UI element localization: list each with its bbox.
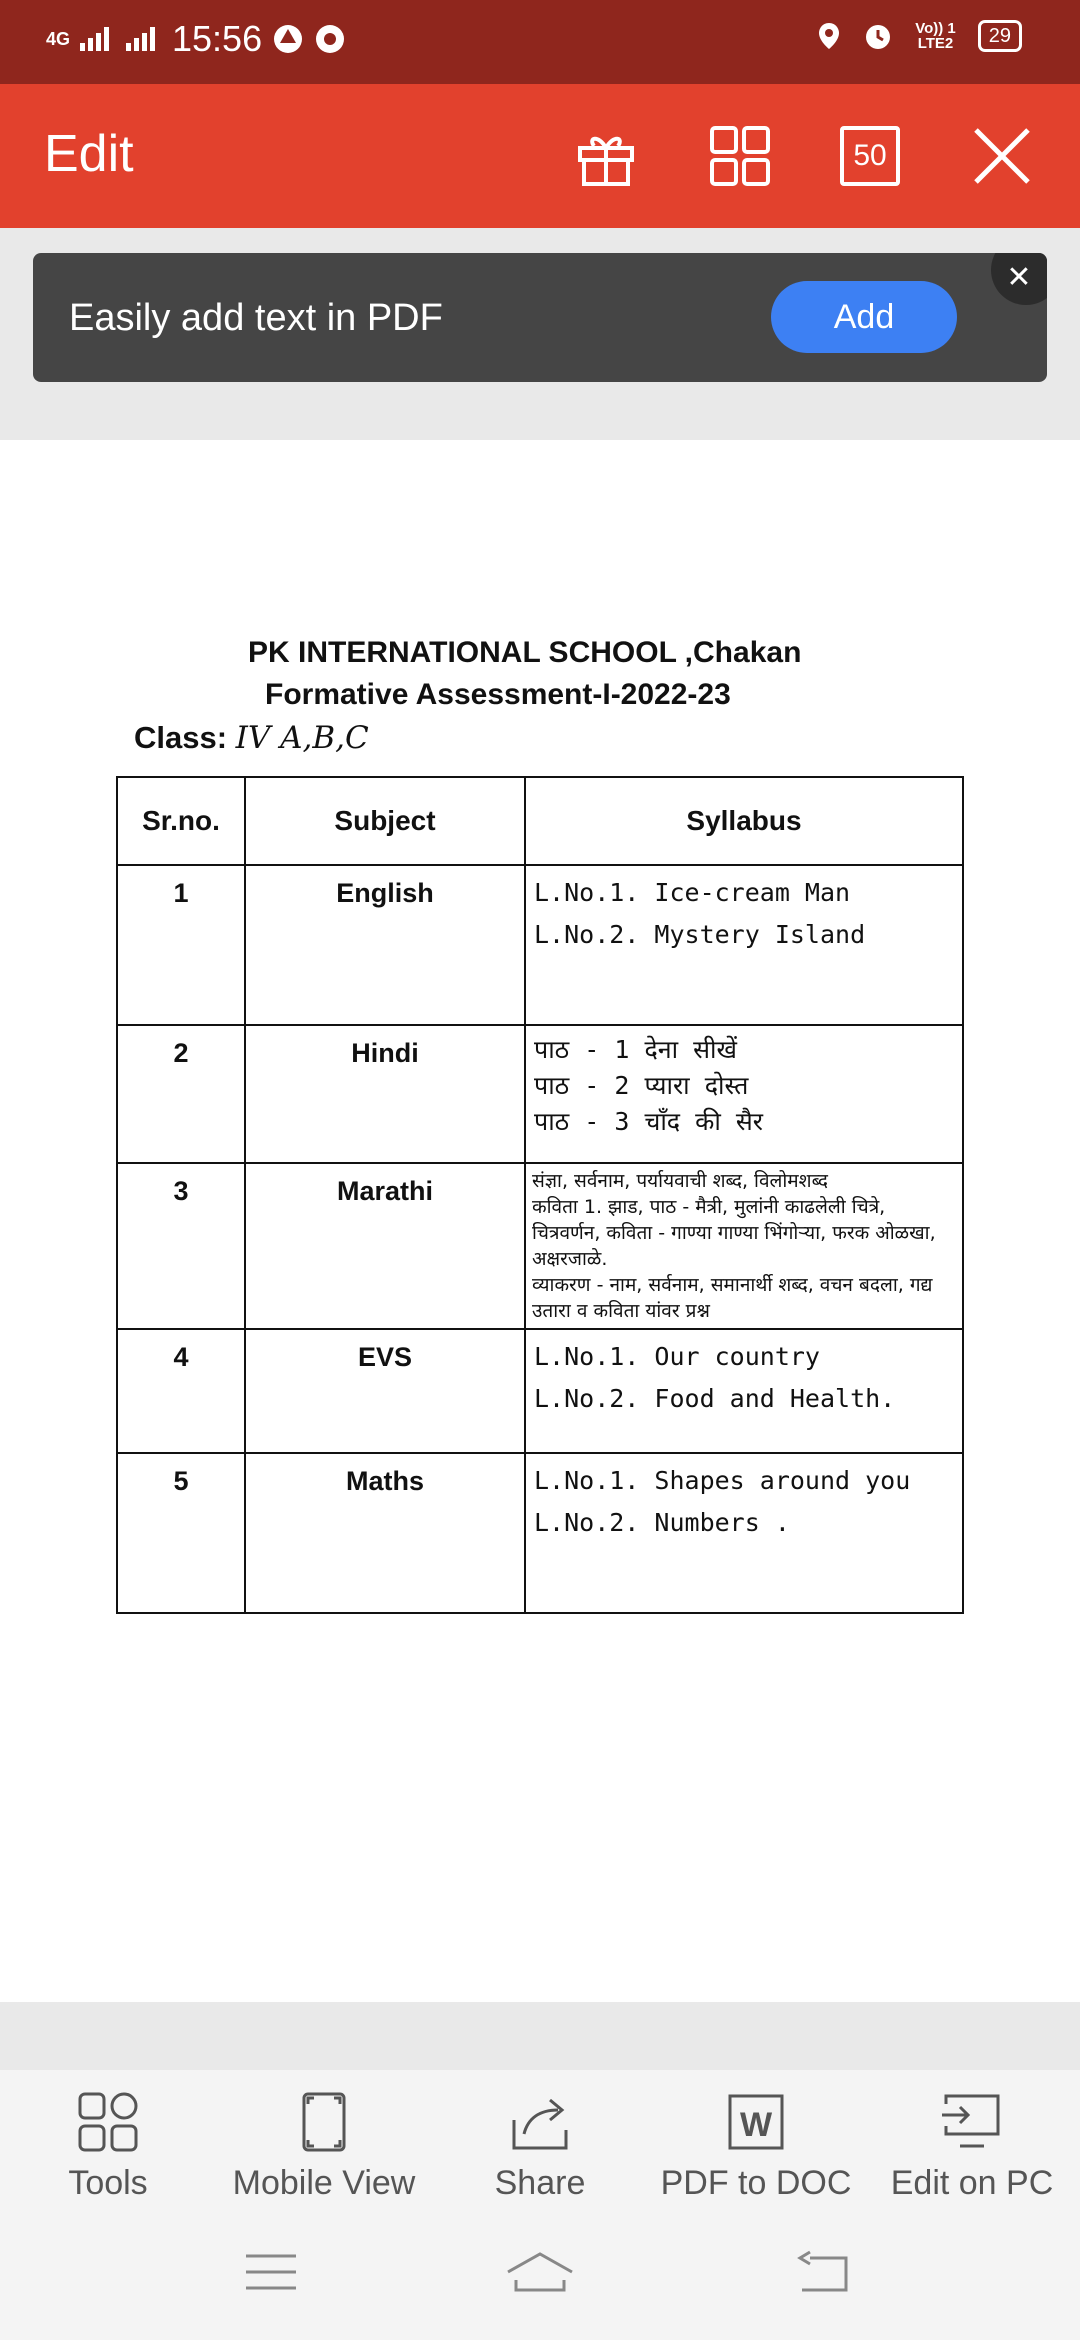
mobile-view-button[interactable] — [216, 2090, 432, 2203]
syllabus-line: L.No.2. Food and Health. — [534, 1384, 896, 1413]
syllabus-line: L.No.2. Mystery Island — [534, 920, 866, 949]
location-icon — [817, 21, 841, 51]
edit-on-pc-button[interactable] — [864, 2090, 1080, 2203]
banner-close-icon[interactable]: ✕ — [991, 253, 1047, 305]
row-syllabus — [525, 1453, 963, 1613]
tool-label: Edit on PC — [890, 2164, 1054, 2202]
app-notification-icon — [272, 23, 304, 55]
syllabus-line: पाठ - 3 चाँद की सैर — [534, 1107, 763, 1136]
page-count-icon[interactable]: 50 — [840, 126, 900, 186]
row-syllabus — [525, 865, 963, 1025]
class-value: IV A,B,C — [235, 720, 369, 756]
tools-grid-icon — [76, 2090, 140, 2154]
table-row — [117, 865, 963, 1025]
home-icon[interactable] — [504, 2250, 576, 2294]
app-bar — [0, 84, 1080, 228]
syllabus-line: L.No.1. Shapes around you — [534, 1466, 911, 1495]
table-row — [117, 1453, 963, 1613]
word-doc-icon — [724, 2090, 788, 2154]
banner-text: Easily add text in PDF — [69, 297, 443, 339]
column-header: Syllabus — [525, 777, 963, 865]
row-number: 3 — [117, 1163, 245, 1329]
table-row — [117, 1329, 963, 1453]
share-button[interactable] — [432, 2090, 648, 2203]
tool-label: PDF to DOC — [660, 2164, 852, 2202]
table-row — [117, 1025, 963, 1163]
row-subject: Maths — [245, 1453, 525, 1613]
svg-text:W: W — [739, 2106, 773, 2144]
alarm-icon — [863, 21, 893, 51]
status-left — [46, 18, 346, 60]
share-icon — [508, 2090, 572, 2154]
status-right — [817, 20, 1022, 52]
row-subject: Hindi — [245, 1025, 525, 1163]
monitor-icon — [940, 2090, 1004, 2154]
back-icon[interactable] — [796, 2250, 850, 2294]
chrome-icon — [314, 23, 346, 55]
class-label: Class: — [134, 720, 228, 755]
table-row — [117, 1163, 963, 1329]
row-number: 4 — [117, 1329, 245, 1453]
row-syllabus — [525, 1329, 963, 1453]
tool-label: Mobile View — [232, 2164, 416, 2202]
pdf-page[interactable] — [0, 440, 1080, 2002]
banner-area — [0, 228, 1080, 440]
syllabus-line: L.No.1. Our country — [534, 1342, 820, 1371]
lte-label: LTE2 — [917, 35, 954, 52]
menu-icon[interactable] — [244, 2250, 298, 2294]
grid-icon[interactable] — [706, 122, 774, 190]
row-number: 5 — [117, 1453, 245, 1613]
close-icon[interactable] — [968, 122, 1036, 190]
add-button[interactable]: Add — [771, 281, 957, 353]
syllabus-line: कविता 1. झाड, पाठ - मैत्री, मुलांनी काढलेली चित्रे, चित्रवर्णन, कविता - गाण्या गाण्या भिंगोर्‍या, फरक ओळखा, अक्षरजाळे. — [532, 1196, 936, 1270]
syllabus-line: व्याकरण - नाम, सर्वनाम, समानार्थी शब्द, वचन बदला, गद्य उतारा व कविता यांवर प्रश्न — [532, 1274, 933, 1322]
tool-label: Share — [494, 2164, 586, 2202]
clock: 15:56 — [172, 18, 263, 59]
syllabus-line: L.No.1. Ice-cream Man — [534, 878, 851, 907]
school-name: PK INTERNATIONAL SCHOOL ,Chakan — [248, 636, 802, 669]
tools-button[interactable] — [0, 2090, 216, 2203]
row-subject: Marathi — [245, 1163, 525, 1329]
syllabus-line: संज्ञा, सर्वनाम, पर्यायवाची शब्द, विलोमशब्द — [532, 1170, 829, 1192]
promo-banner — [33, 253, 1047, 382]
class-line — [134, 720, 369, 756]
volte-label: Vo)) 1 — [915, 20, 956, 37]
signal-icon — [80, 27, 116, 51]
row-subject: EVS — [245, 1329, 525, 1453]
tool-label: Tools — [68, 2164, 148, 2202]
syllabus-table — [116, 776, 964, 1614]
table-header-row — [117, 777, 963, 865]
assessment-title: Formative Assessment-I-2022-23 — [265, 678, 731, 711]
pdf-to-doc-button[interactable] — [648, 2090, 864, 2203]
bottom-toolbar — [0, 2070, 1080, 2340]
column-header: Subject — [245, 777, 525, 865]
mobile-view-icon — [292, 2090, 356, 2154]
syllabus-line: पाठ - 1 देना सीखें — [534, 1035, 737, 1064]
row-syllabus — [525, 1163, 963, 1329]
page-title: Edit — [44, 125, 134, 183]
row-number: 1 — [117, 865, 245, 1025]
row-subject: English — [245, 865, 525, 1025]
network-type: 4G — [46, 29, 71, 49]
column-header: Sr.no. — [117, 777, 245, 865]
signal-icon-2 — [126, 27, 162, 51]
row-syllabus — [525, 1025, 963, 1163]
syllabus-line: L.No.2. Numbers . — [534, 1508, 790, 1537]
status-bar — [0, 0, 1080, 84]
syllabus-line: पाठ - 2 प्यारा दोस्त — [534, 1071, 749, 1100]
gift-icon[interactable] — [572, 122, 640, 190]
row-number: 2 — [117, 1025, 245, 1163]
battery-indicator: 29 — [978, 20, 1022, 52]
